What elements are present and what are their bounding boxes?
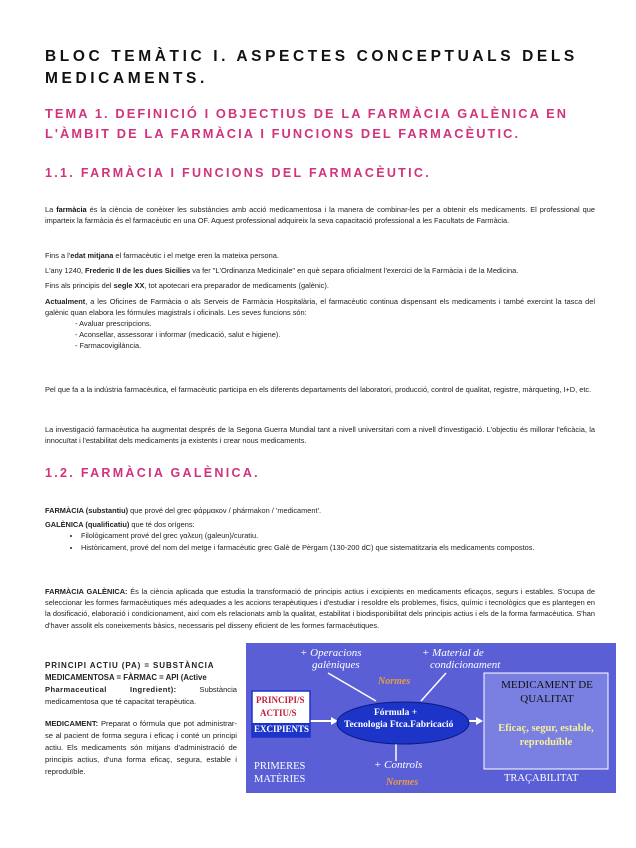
principi-actiu-heading: PRINCIPI ACTIU (PA) = SUBSTÀNCIA <box>45 661 215 670</box>
origin-item: • Filològicament prové del grec γαλευη (galeun)/curatiu. <box>81 530 595 541</box>
medicamentosa-heading: MEDICAMENTOSA = FÀRMAC = API (Active <box>45 673 207 682</box>
definitions-block <box>45 505 595 553</box>
medicament-definition: MEDICAMENT: Preparat o fórmula que pot administrar-se al pacient de forma segura i eficaç i conté un principi actiu. Els medicaments són mitjans d'administració de principis actius, d'una forma eficaç, segura, estable i reproduïble. <box>45 719 237 776</box>
arrow-op-icon <box>328 673 376 701</box>
section-1-2-title: 1.2. FARMÀCIA GALÈNICA. <box>45 466 260 480</box>
qualitat-label: QUALITAT <box>520 693 574 705</box>
history-block <box>45 250 595 352</box>
materies-label: MATÈRIES <box>254 774 306 785</box>
galenic-process-diagram <box>246 643 616 793</box>
normes-bottom-label: Normes <box>386 777 419 788</box>
tema-title: TEMA 1. DEFINICIÓ I OBJECTIUS DE LA FARMÀCIA GALÈNICA EN L'ÀMBIT DE LA FARMÀCIA I FUNCIONS DEL FARMACÈUTIC. <box>45 106 569 141</box>
paragraph-edat-mitjana: Fins a l'edat mitjana el farmacèutic i el metge eren la mateixa persona. <box>45 251 279 260</box>
api-definition: Pharmaceutical Ingredient): Substància medicamentosa que té capacitat terapèutica. <box>45 685 237 706</box>
paragraph-1240: L'any 1240, Frederic II de les dues Sicilies va fer "L'Ordinanza Medicinale" en què separa oficialment l'exercici de la Farmàcia i de la Medicina. <box>45 266 519 276</box>
condicionament-label: condicionament <box>430 659 501 671</box>
paragraph-industria: Pel que fa a la indústria farmacèutica, el farmacèutic participa en els diferents departaments del laboratori, producció, control de qualitat, registre, màrqueting, I+D, etc. <box>45 385 592 394</box>
function-item: - Avaluar prescripcions. <box>75 319 152 329</box>
definition-galenica: GALÈNICA (qualificatiu) que té dos orígens: <box>45 520 195 530</box>
origin-item: • Històricament, prové del nom del metge i farmacèutic grec Galè de Pèrgam (130-200 dC) que sistematitzaria els medicaments compostos. <box>81 542 595 553</box>
tecnologia-label: Tecnologia Ftca.Fabricació <box>344 720 454 730</box>
galeniques-label: galèniques <box>312 659 360 671</box>
tracabilitat-label: TRAÇABILITAT <box>504 773 579 784</box>
actius-label: ACTIU/S <box>260 708 297 718</box>
reproduible-label: reproduïble <box>519 737 573 748</box>
paragraph-investigacio: La investigació farmacèutica ha augmentat després de la Segona Guerra Mundial tant a nivell universitari com a nivell d'investigació. L'objectiu és millorar l'eficàcia, la innocuïtat i l'estabilitat dels medicaments ja existents i crear nous medicaments. <box>45 425 595 446</box>
paragraph-farmacia-galenica: FARMÀCIA GALÈNICA: És la ciència aplicada que estudia la transformació de principis actius i excipients en medicaments eficaços, segurs i estables. S'ocupa de seleccionar les formes farmacèutiques més adequades a les accions terapèutiques i d'estudiar i resoldre els problemes, físics, químic i tecnològics que es plantegen en la dosificació, elaboració i condicionament, així com els relacionats amb la qualitat, estabilitat i biodisponibilitat dels principis actius i els de la forma farmacèutica. S'han d'haver assolit els coneixements bàsics, necessaris pel disseny eficient de les formes farmacèutiques. <box>45 587 595 630</box>
material-label: + Material de <box>422 647 484 659</box>
bold-term: farmàcia <box>56 205 87 214</box>
excipients-label: EXCIPIENTS <box>254 724 310 734</box>
function-item: - Aconsellar, assessorar i informar (medicació, salut e higiene). <box>75 330 281 340</box>
definition-farmacia: FARMÀCIA (substantiu) que prové del grec φάρμακον / phármakon / 'medicament'. <box>45 506 322 515</box>
section-1-1-title: 1.1. FARMÀCIA I FUNCIONS DEL FARMACÈUTIC. <box>45 166 431 180</box>
principis-label: PRINCIPI/S <box>256 695 305 705</box>
bloc-title: BLOC TEMÀTIC I. ASPECTES CONCEPTUALS DELS MEDICAMENTS. <box>45 48 578 87</box>
medicament-qualitat-label: MEDICAMENT DE <box>501 679 593 691</box>
paragraph-actualment: Actualment, a les Oficines de Farmàcia o als Serveis de Farmàcia Hospitalària, el farmacèutic continua dispensant els medicaments i també exercint la tasca del galènic quan elabora les fórmules magistrals i oficinals. Les seves funcions són: <box>45 296 595 317</box>
definitions-sidebar <box>45 660 237 778</box>
formula-label: Fórmula + <box>374 708 418 718</box>
operacions-label: + Operacions <box>300 647 362 659</box>
paragraph-segle-xx: Fins als principis del segle XX, tot apotecari era preparador de medicaments (galènic). <box>45 281 329 291</box>
controls-label: + Controls <box>374 759 423 771</box>
normes-top-label: Normes <box>378 676 411 687</box>
arrow-mat-icon <box>421 673 446 701</box>
eficac-label: Eficaç, segur, estable, <box>498 723 594 734</box>
paragraph-farmacia: La farmàcia és la ciència de conèixer les substàncies amb acció medicamentosa i la manera de combinar-les per a obtenir els medicaments. El professional que imparteix la farmàcia és el farmacèutic en una OF. Aquest professional adquireix la seva capacitació professional a les Facultats de Farmàcia. <box>45 205 595 226</box>
function-item: - Farmacovigilància. <box>75 341 142 351</box>
primeres-label: PRIMERES <box>254 761 306 772</box>
arrowhead-out-icon <box>476 717 483 725</box>
